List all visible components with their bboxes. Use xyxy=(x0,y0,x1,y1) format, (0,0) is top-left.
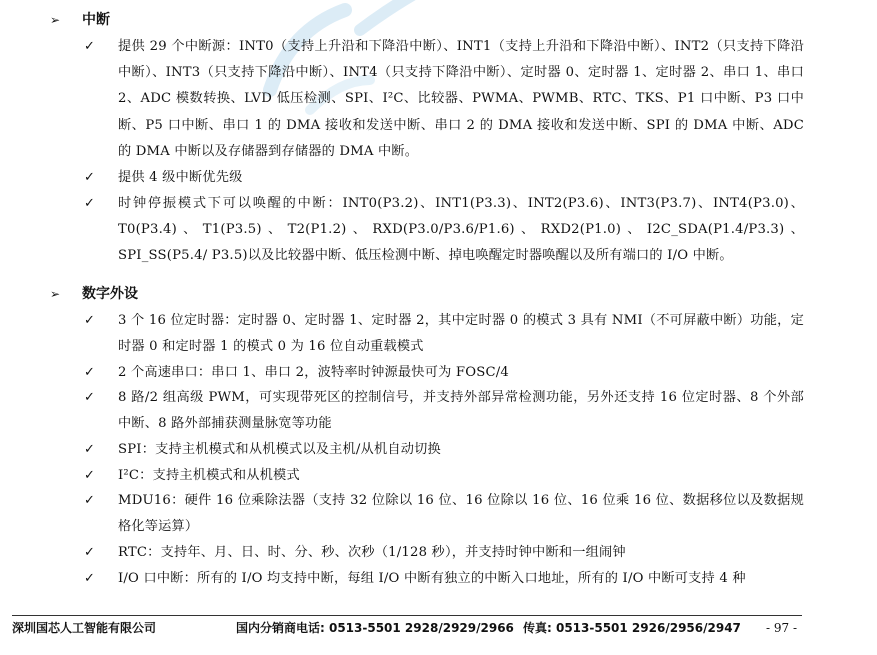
list-item-text: 提供 4 级中断优先级 xyxy=(118,170,243,185)
checkmark-icon: ✓ xyxy=(84,170,95,185)
list-item-text: I/O 口中断：所有的 I/O 均支持中断，每组 I/O 中断有独立的中断入口地址，所有的 I/O 中断可支持 4 种 xyxy=(118,571,746,586)
checkmark-icon: ✓ xyxy=(84,313,95,328)
checkmark-icon: ✓ xyxy=(84,571,95,586)
checkmark-icon: ✓ xyxy=(84,493,95,508)
footer-divider xyxy=(12,615,802,616)
footer-page-number: - 97 - xyxy=(766,621,798,635)
checkmark-icon: ✓ xyxy=(84,442,95,457)
checkmark-icon: ✓ xyxy=(84,365,95,380)
checkmark-icon: ✓ xyxy=(84,545,95,560)
footer-company: 深圳国芯人工智能有限公司 xyxy=(12,621,157,635)
list-item-text: 8 路/2 组高级 PWM，可实现带死区的控制信号，并支持外部异常检测功能，另外还支持 16 位定时器、8 个外部中断、8 路外部捕获测量脉宽等功能 xyxy=(118,390,804,432)
section-title: 中断 xyxy=(82,12,110,28)
section-heading-interrupts xyxy=(50,9,110,31)
list-item-text: 3 个 16 位定时器：定时器 0、定时器 1、定时器 2，其中定时器 0 的模式 3 具有 NMI（不可屏蔽中断）功能，定时器 0 和定时器 1 的模式 0 为 16 位自动重载模式 xyxy=(118,313,804,355)
list-item-text: MDU16：硬件 16 位乘除法器（支持 32 位除以 16 位、16 位除以 16 位、16 位乘 16 位、数据移位以及数据规格化等运算） xyxy=(118,493,804,535)
arrow-bullet-icon: ➢ xyxy=(50,13,61,27)
list-item-text: RTC：支持年、月、日、时、分、秒、次秒（1/128 秒），并支持时钟中断和一组闹钟 xyxy=(118,545,626,560)
section-title: 数字外设 xyxy=(82,286,138,302)
section-heading-digital-peripherals xyxy=(50,283,138,305)
list-item-text: 时钟停振模式下可以唤醒的中断：INT0(P3.2)、INT1(P3.3)、INT2(P3.6)、INT3(P3.7)、INT4(P3.0)、T0(P3.4)、T1(P3.5)、T2(P1.2)、RXD(P3.0/P3.6/P1.6)、RXD2(P1.0)、I2C_SDA(P1.4/P3.3)、SPI_SS(P5.4/ P3.5)以及比较器中断、低压检测中断、掉电唤醒定时器唤醒以及所有端口的 I/O 中断。 xyxy=(118,196,804,264)
checkmark-icon: ✓ xyxy=(84,468,95,483)
checkmark-icon: ✓ xyxy=(84,196,95,211)
list-item-text: SPI：支持主机模式和从机模式以及主机/从机自动切换 xyxy=(118,442,441,457)
list-item-text: 提供 29 个中断源：INT0（支持上升沿和下降沿中断）、INT1（支持上升沿和下降沿中断）、INT2（只支持下降沿中断）、INT3（只支持下降沿中断）、INT4（只支持下降沿中断）、定时器 0、定时器 1、定时器 2、串口 1、串口 2、ADC 模数转换、LVD 低压检测、SPI、I²C、比较器、PWMA、PWMB、RTC、TKS、P1 口中断、P3 口中断、P5 口中断、串口 1 的 DMA 接收和发送中断、串口 2 的 DMA 接收和发送中断、SPI 的 DMA 中断、ADC 的 DMA 中断以及存储器到存储器的 DMA 中断。 xyxy=(118,39,804,159)
footer-phone: 国内分销商电话: 0513-5501 2928/2929/2966 xyxy=(236,621,514,635)
list-item-text: 2 个高速串口：串口 1、串口 2，波特率时钟源最快可为 FOSC/4 xyxy=(118,365,509,380)
list-item-text: I²C：支持主机模式和从机模式 xyxy=(118,468,300,483)
checkmark-icon: ✓ xyxy=(84,39,95,54)
footer-fax: 传真: 0513-5501 2926/2956/2947 xyxy=(523,621,741,635)
checkmark-icon: ✓ xyxy=(84,390,95,405)
arrow-bullet-icon: ➢ xyxy=(50,287,61,301)
